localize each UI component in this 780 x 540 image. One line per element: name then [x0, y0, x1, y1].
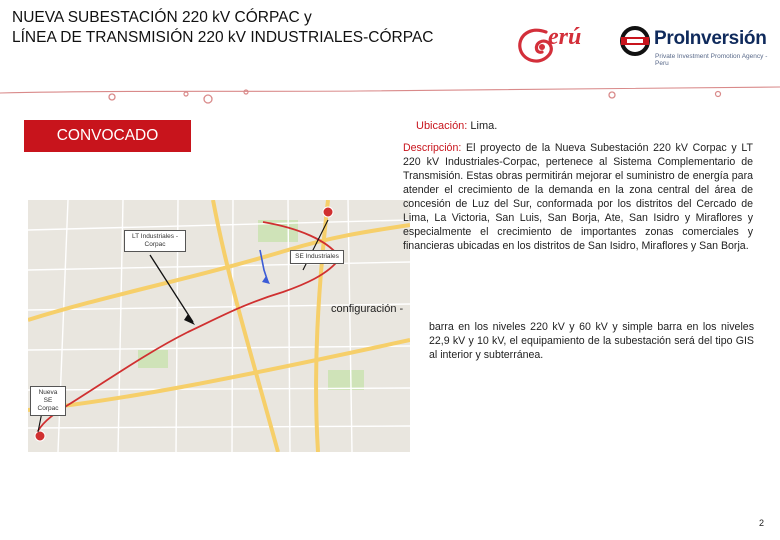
proinversion-tagline: Private Investment Promotion Agency - Peru: [655, 53, 768, 67]
description-label: Descripción:: [403, 142, 462, 154]
map-label-se-industriales: SE Industriales: [290, 250, 344, 264]
map-label-nueva-se: Nueva SE Corpac: [30, 386, 66, 416]
location: [416, 120, 497, 132]
route-map[interactable]: [28, 200, 410, 452]
location-label: Ubicación:: [416, 120, 468, 132]
page-number: 2: [759, 518, 765, 528]
status-badge: CONVOCADO: [24, 120, 191, 152]
route-map-image: [28, 200, 410, 452]
proinversion-name: ProInversión: [654, 28, 767, 49]
header-decorative-line: [0, 80, 780, 110]
description-text: El proyecto de la Nueva Subestación 220 kV Corpac y LT 220 kV Industriales-Corpac, pertenece al Sistema Complementario de Transmisión. Estas obras permitirán mejorar el suministro de energía para atender el crecimiento de la demanda en la zona central del área de concesión de Luz del Sur, conformada por los distritos del Cercado de Lima, La Victoria, San Luis, San Borja, Ate, San Isidro y Miraflores y especialmente el crecimiento de importantes zonas comerciales y financieras ubicadas en los distritos de San Isidro, Miraflores y San Borja.: [403, 142, 753, 252]
marca-peru-text: erú: [548, 24, 582, 50]
location-value: Lima.: [470, 120, 498, 132]
page-title: NUEVA SUBESTACIÓN 220 kV CÓRPAC y LÍNEA DE TRANSMISIÓN 220 kV INDUSTRIALES-CÓRPAC: [12, 9, 434, 46]
map-label-lt: LT Industriales -Corpac: [124, 230, 186, 252]
configuration-label: configuración -: [331, 303, 404, 315]
configuration-text: barra en los niveles 220 kV y 60 kV y simple barra en los niveles 22,9 kV y 10 kV, el equipamiento de la subestación será del tipo GIS al interior y subterránea.: [429, 321, 754, 361]
description: [403, 141, 753, 253]
